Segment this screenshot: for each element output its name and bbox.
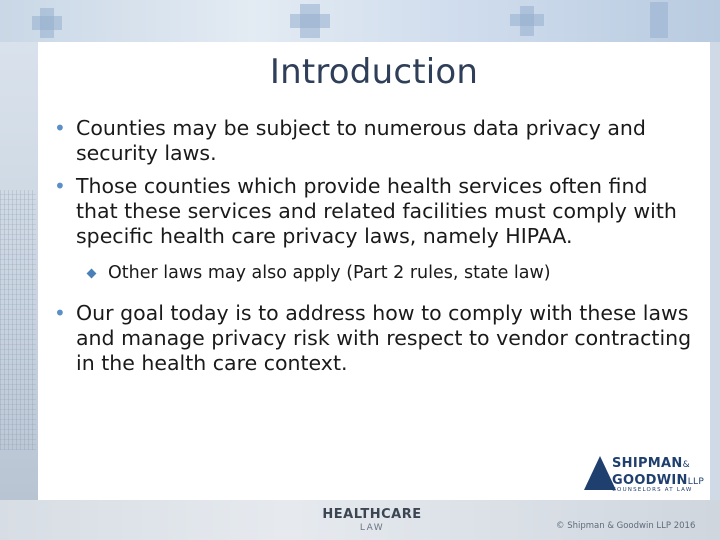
bullet-text: Counties may be subject to numerous data privacy and security laws. [76, 116, 646, 165]
firm-logo [584, 454, 714, 498]
bullet-marker-icon: • [54, 116, 66, 140]
footer-brand-sub: LAW [359, 523, 385, 533]
background-header-band [0, 0, 720, 42]
bullet-list [52, 116, 692, 384]
bullet-text: Our goal today is to address how to comply with these laws and manage privacy risk with respect to vendor contracting in the health care context. [76, 301, 692, 375]
slide-title: Introduction [269, 52, 479, 92]
healthcare-law-mark [312, 507, 432, 534]
bullet-item [52, 116, 692, 166]
slide-content-area [38, 42, 710, 500]
background-grid-pattern [0, 190, 36, 450]
logo-tagline: COUNSELORS AT LAW [612, 487, 693, 493]
bullet-item [52, 174, 692, 249]
copyright-text: © Shipman & Goodwin LLP 2016 [556, 521, 696, 531]
logo-wordmark: SHIPMAN& GOODWINLLP [612, 456, 705, 488]
bullet-marker-icon: • [54, 301, 66, 325]
sub-bullet-item [52, 261, 692, 285]
background-right-band [710, 42, 720, 500]
sub-bullet-text: Other laws may also apply (Part 2 rules, state law) [108, 263, 551, 283]
bullet-text: Those counties which provide health services often find that these services and related facilities must comply with specific health care privacy laws, namely HIPAA. [76, 174, 677, 248]
footer-brand: HEALTHCARE [322, 507, 422, 522]
bullet-marker-icon: • [54, 174, 66, 198]
diamond-marker-icon [87, 269, 97, 279]
bullet-item [52, 301, 692, 376]
